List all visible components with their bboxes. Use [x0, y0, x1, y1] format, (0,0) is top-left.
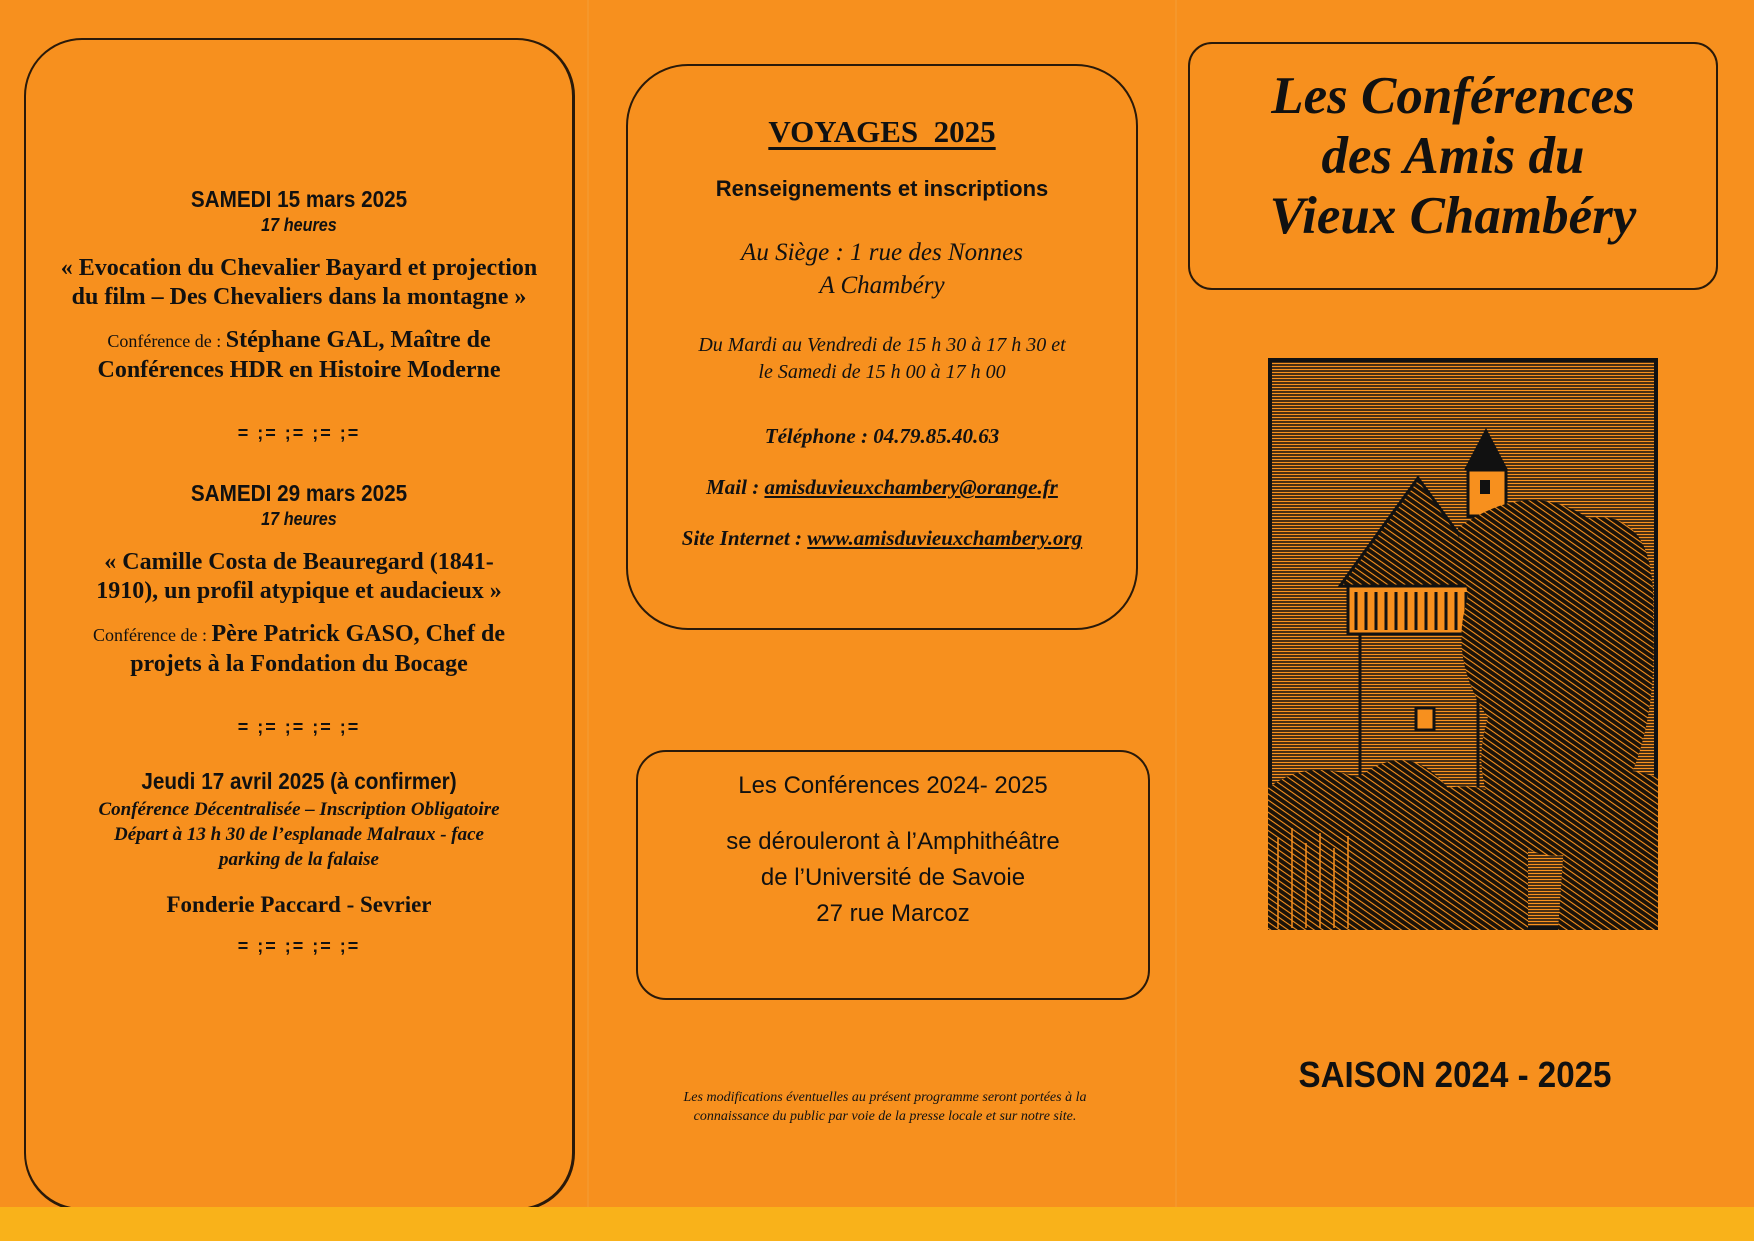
conference-program-box — [24, 38, 575, 1211]
conference-1-speaker — [46, 326, 552, 385]
conference-1-speaker-prefix: Conférence de : — [107, 331, 226, 351]
voyages-mail — [628, 475, 1136, 500]
title-box — [1188, 42, 1718, 290]
fold-line-left — [587, 0, 589, 1207]
voyages-address-2: A Chambéry — [819, 272, 945, 299]
bottom-yellow-band — [0, 1207, 1754, 1241]
conference-3 — [46, 768, 552, 918]
conference-2-speaker-name: Père Patrick GASO, Chef de projets à la Fondation du Bocage — [130, 621, 505, 677]
conference-3-line-2: Départ à 13 h 30 de l’esplanade Malraux - face — [114, 824, 484, 845]
site-link[interactable]: www.amisduvieuxchambery.org — [807, 526, 1083, 550]
main-title-line-3: Vieux Chambéry — [1269, 187, 1637, 245]
conference-1-title: « Evocation du Chevalier Bayard et projection du film – Des Chevaliers dans la montagne » — [60, 255, 538, 310]
site-label: Site Internet : — [681, 526, 808, 550]
conference-list — [46, 186, 552, 993]
venue-line-2: se dérouleront à l’Amphithéâtre — [726, 828, 1060, 855]
voyages-phone: Téléphone : 04.79.85.40.63 — [764, 424, 1000, 448]
conference-1-speaker-name: Stéphane GAL, Maître de Conférences HDR en Histoire Moderne — [97, 327, 501, 383]
conference-2 — [46, 480, 552, 679]
programme-notice — [620, 1088, 1150, 1126]
mail-label: Mail : — [706, 475, 765, 499]
conference-2-date: SAMEDI 29 mars 2025 — [190, 480, 408, 506]
separator: = ;= ;= ;= ;= — [237, 936, 361, 956]
voyages-address-1: Au Siège : 1 rue des Nonnes — [741, 239, 1023, 266]
conference-1 — [46, 186, 552, 385]
conference-2-speaker — [46, 620, 552, 679]
conference-2-title: « Camille Costa de Beauregard (1841-1910), un profil atypique et audacieux » — [96, 549, 502, 604]
notice-line-2: connaissance du public par voie de la presse locale et sur notre site. — [693, 1109, 1077, 1124]
venue-line-1: Les Conférences 2024- 2025 — [738, 772, 1048, 799]
castle-illustration — [1268, 358, 1658, 930]
voyages-hours-2: le Samedi de 15 h 00 à 17 h 00 — [758, 361, 1006, 383]
venue-line-3: de l’Université de Savoie — [760, 864, 1026, 891]
main-title-line-2: des Amis du — [1321, 127, 1585, 185]
notice-line-1: Les modifications éventuelles au présent programme seront portées à la — [683, 1090, 1087, 1105]
voyages-box — [626, 64, 1138, 630]
voyages-hours-1: Du Mardi au Vendredi de 15 h 30 à 17 h 30 et — [698, 334, 1066, 356]
conference-2-hour: 17 heures — [261, 509, 337, 529]
castle-engraving — [1268, 358, 1658, 930]
conference-1-hour: 17 heures — [261, 215, 337, 235]
conference-1-date: SAMEDI 15 mars 2025 — [190, 186, 408, 212]
conference-3-date: Jeudi 17 avril 2025 (à confirmer) — [141, 768, 457, 794]
main-title-line-1: Les Conférences — [1271, 67, 1635, 125]
voyages-title: VOYAGES 2025 — [768, 114, 996, 149]
separator: = ;= ;= ;= ;= — [237, 423, 361, 443]
separator: = ;= ;= ;= ;= — [237, 717, 361, 737]
season-label: SAISON 2024 - 2025 — [1298, 1054, 1612, 1095]
venue-box — [636, 750, 1150, 1000]
voyages-site — [628, 526, 1136, 551]
fold-line-right — [1175, 0, 1177, 1207]
conference-3-line-1: Conférence Décentralisée – Inscription Obligatoire — [98, 799, 500, 820]
conference-3-place: Fonderie Paccard - Sevrier — [166, 892, 432, 917]
venue-line-4: 27 rue Marcoz — [816, 900, 970, 927]
main-title — [1190, 66, 1716, 246]
mail-link[interactable]: amisduvieuxchambery@orange.fr — [764, 475, 1058, 499]
conference-3-line-3: parking de la falaise — [219, 849, 379, 870]
voyages-subtitle: Renseignements et inscriptions — [715, 176, 1049, 201]
conference-2-speaker-prefix: Conférence de : — [93, 625, 212, 645]
